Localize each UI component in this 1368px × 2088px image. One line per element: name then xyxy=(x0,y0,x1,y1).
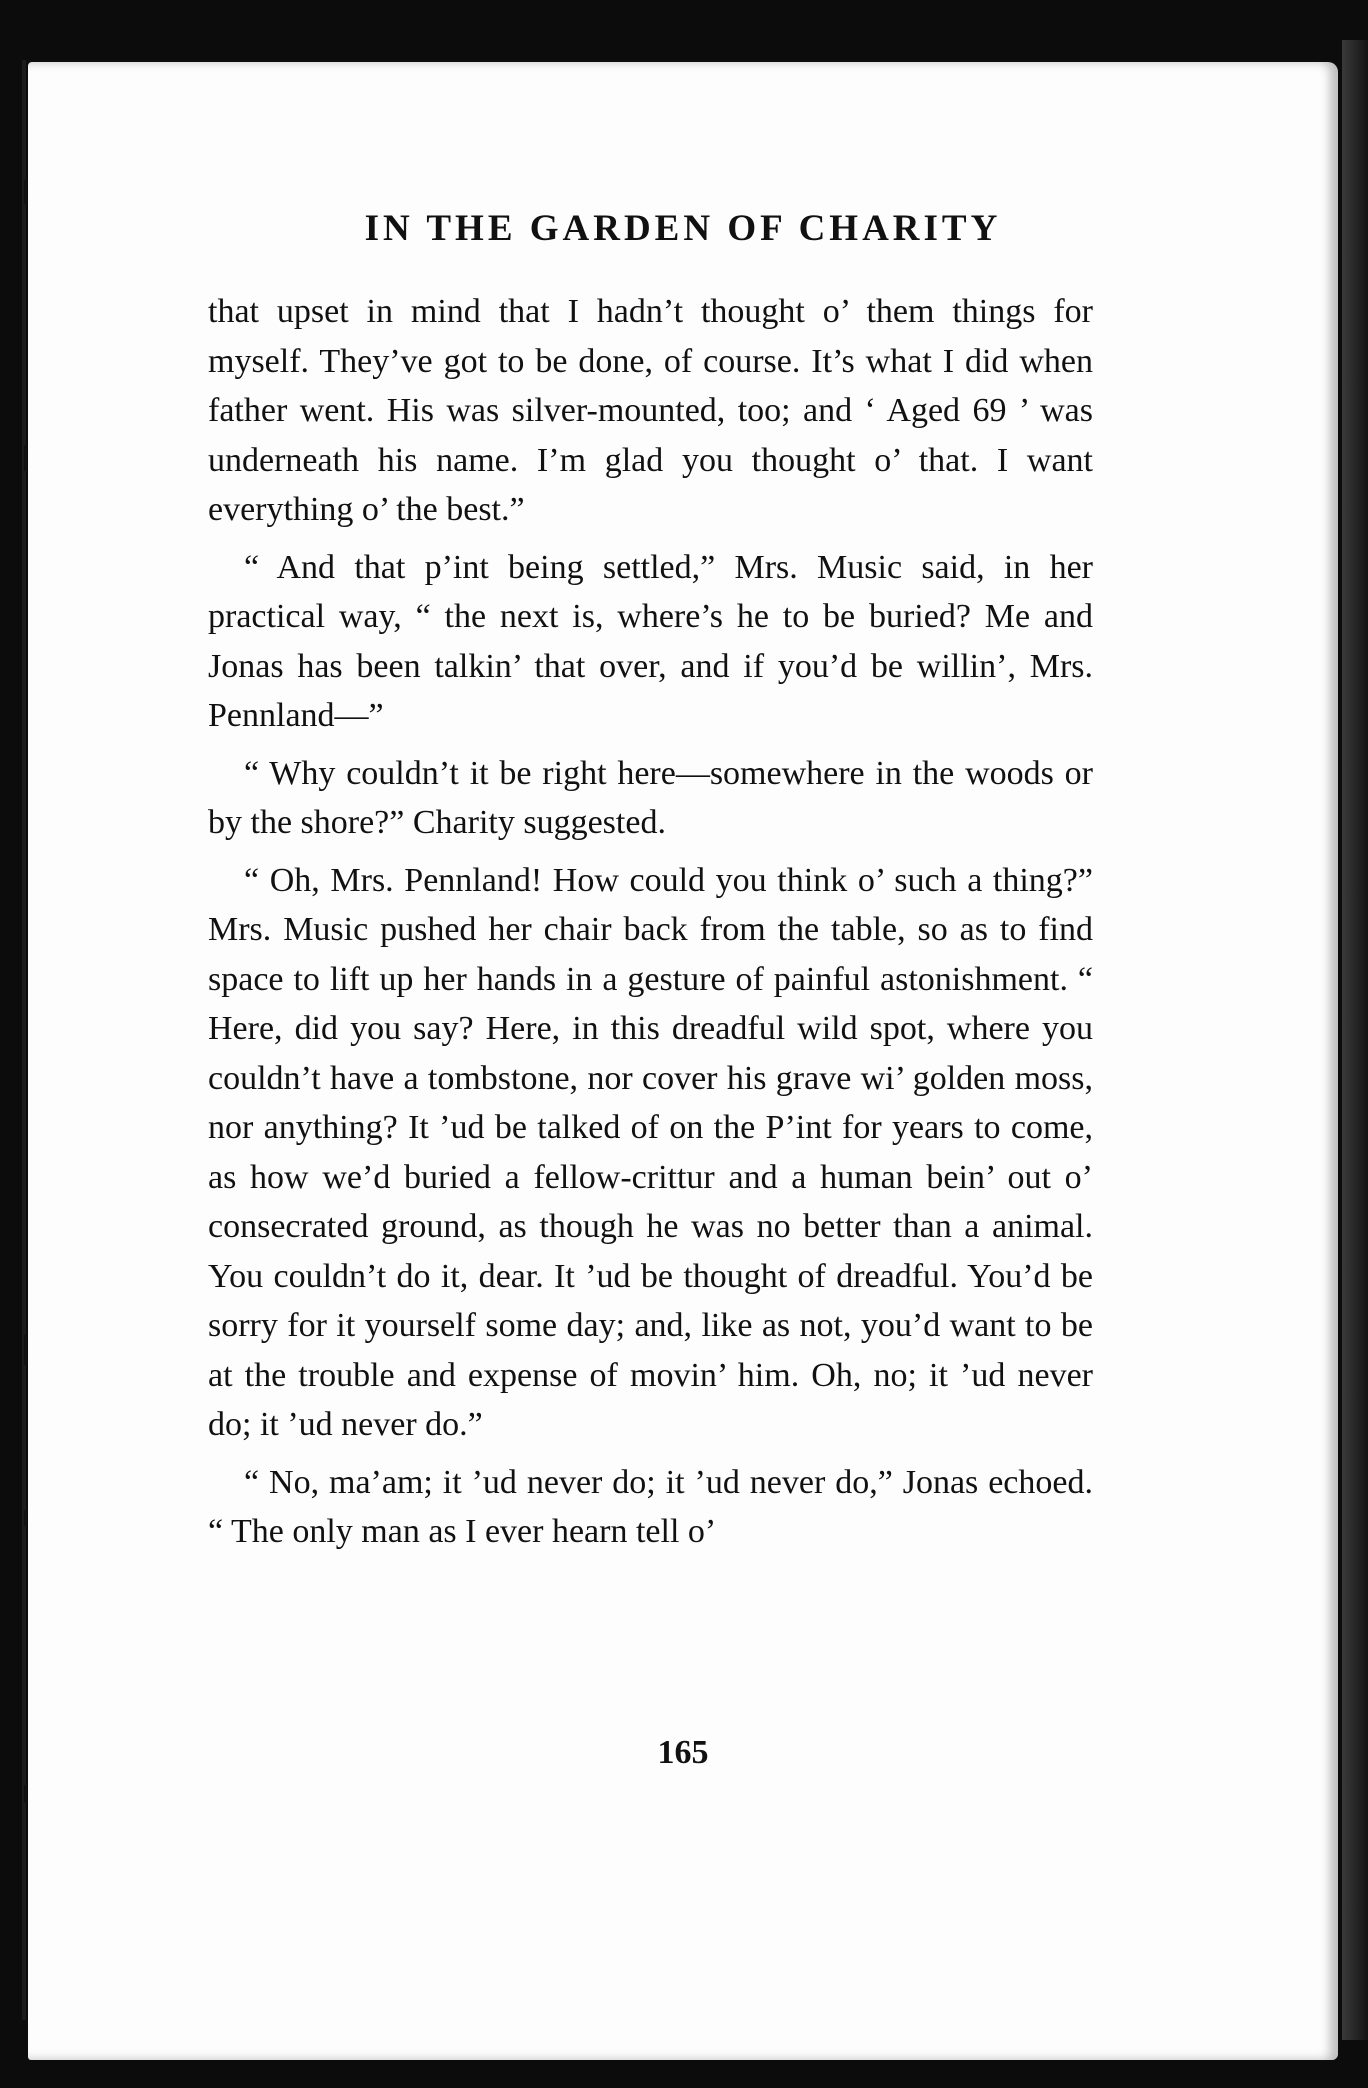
body-text xyxy=(208,287,1093,1565)
binding-shadow xyxy=(22,60,26,2020)
paragraph: “ Oh, Mrs. Pennland! How could you think o’ such a thing?” Mrs. Music pushed her chair back from the table, so as to find space to lift up her hands in a gesture of painful astonishment. “ Here, did you say? Here, in this dreadful wild spot, where you couldn’t have a tombstone, nor cover his grave wi’ golden moss, nor anything? It ’ud be talked of on the P’int for years to come, as how we’d buried a fellow-crittur and a human bein’ out o’ consecrated ground, as though he was no better than a animal. You couldn’t do it, dear. It ’ud be thought of dreadful. You’d be sorry for it yourself some day; and, like as not, you’d want to be at the trouble and expense of movin’ him. Oh, no; it ’ud never do; it ’ud never do.” xyxy=(208,861,1093,1443)
running-head: IN THE GARDEN OF CHARITY xyxy=(364,208,1002,249)
margin-mark xyxy=(24,1335,27,1365)
margin-mark xyxy=(24,1510,27,1526)
margin-mark xyxy=(24,180,27,204)
paragraph: that upset in mind that I hadn’t thought o’ them things for myself. They’ve got to be done, of course. It’s what I did when father went. His was silver-mounted, too; and ‘ Aged 69 ’ was underneath his name. I’m glad you thought o’ that. I want everything o’ the best.” xyxy=(208,293,1093,528)
paragraph: “ No, ma’am; it ’ud never do; it ’ud never do,” Jonas echoed. “ The only man as I ever hearn tell o’ xyxy=(208,1463,1093,1550)
page-number: 165 xyxy=(657,1734,709,1771)
margin-mark xyxy=(24,1785,27,1803)
margin-mark xyxy=(24,445,27,471)
paragraph: “ And that p’int being settled,” Mrs. Music said, in her practical way, “ the next is, where’s he to be buried? Me and Jonas has been talkin’ that over, and if you’d be willin’, Mrs. Pennland—” xyxy=(208,548,1093,734)
book-edge xyxy=(1342,40,1368,2040)
paragraph: “ Why couldn’t it be right here—somewhere in the woods or by the shore?” Charity suggested. xyxy=(208,754,1093,841)
book-page xyxy=(28,62,1338,2060)
